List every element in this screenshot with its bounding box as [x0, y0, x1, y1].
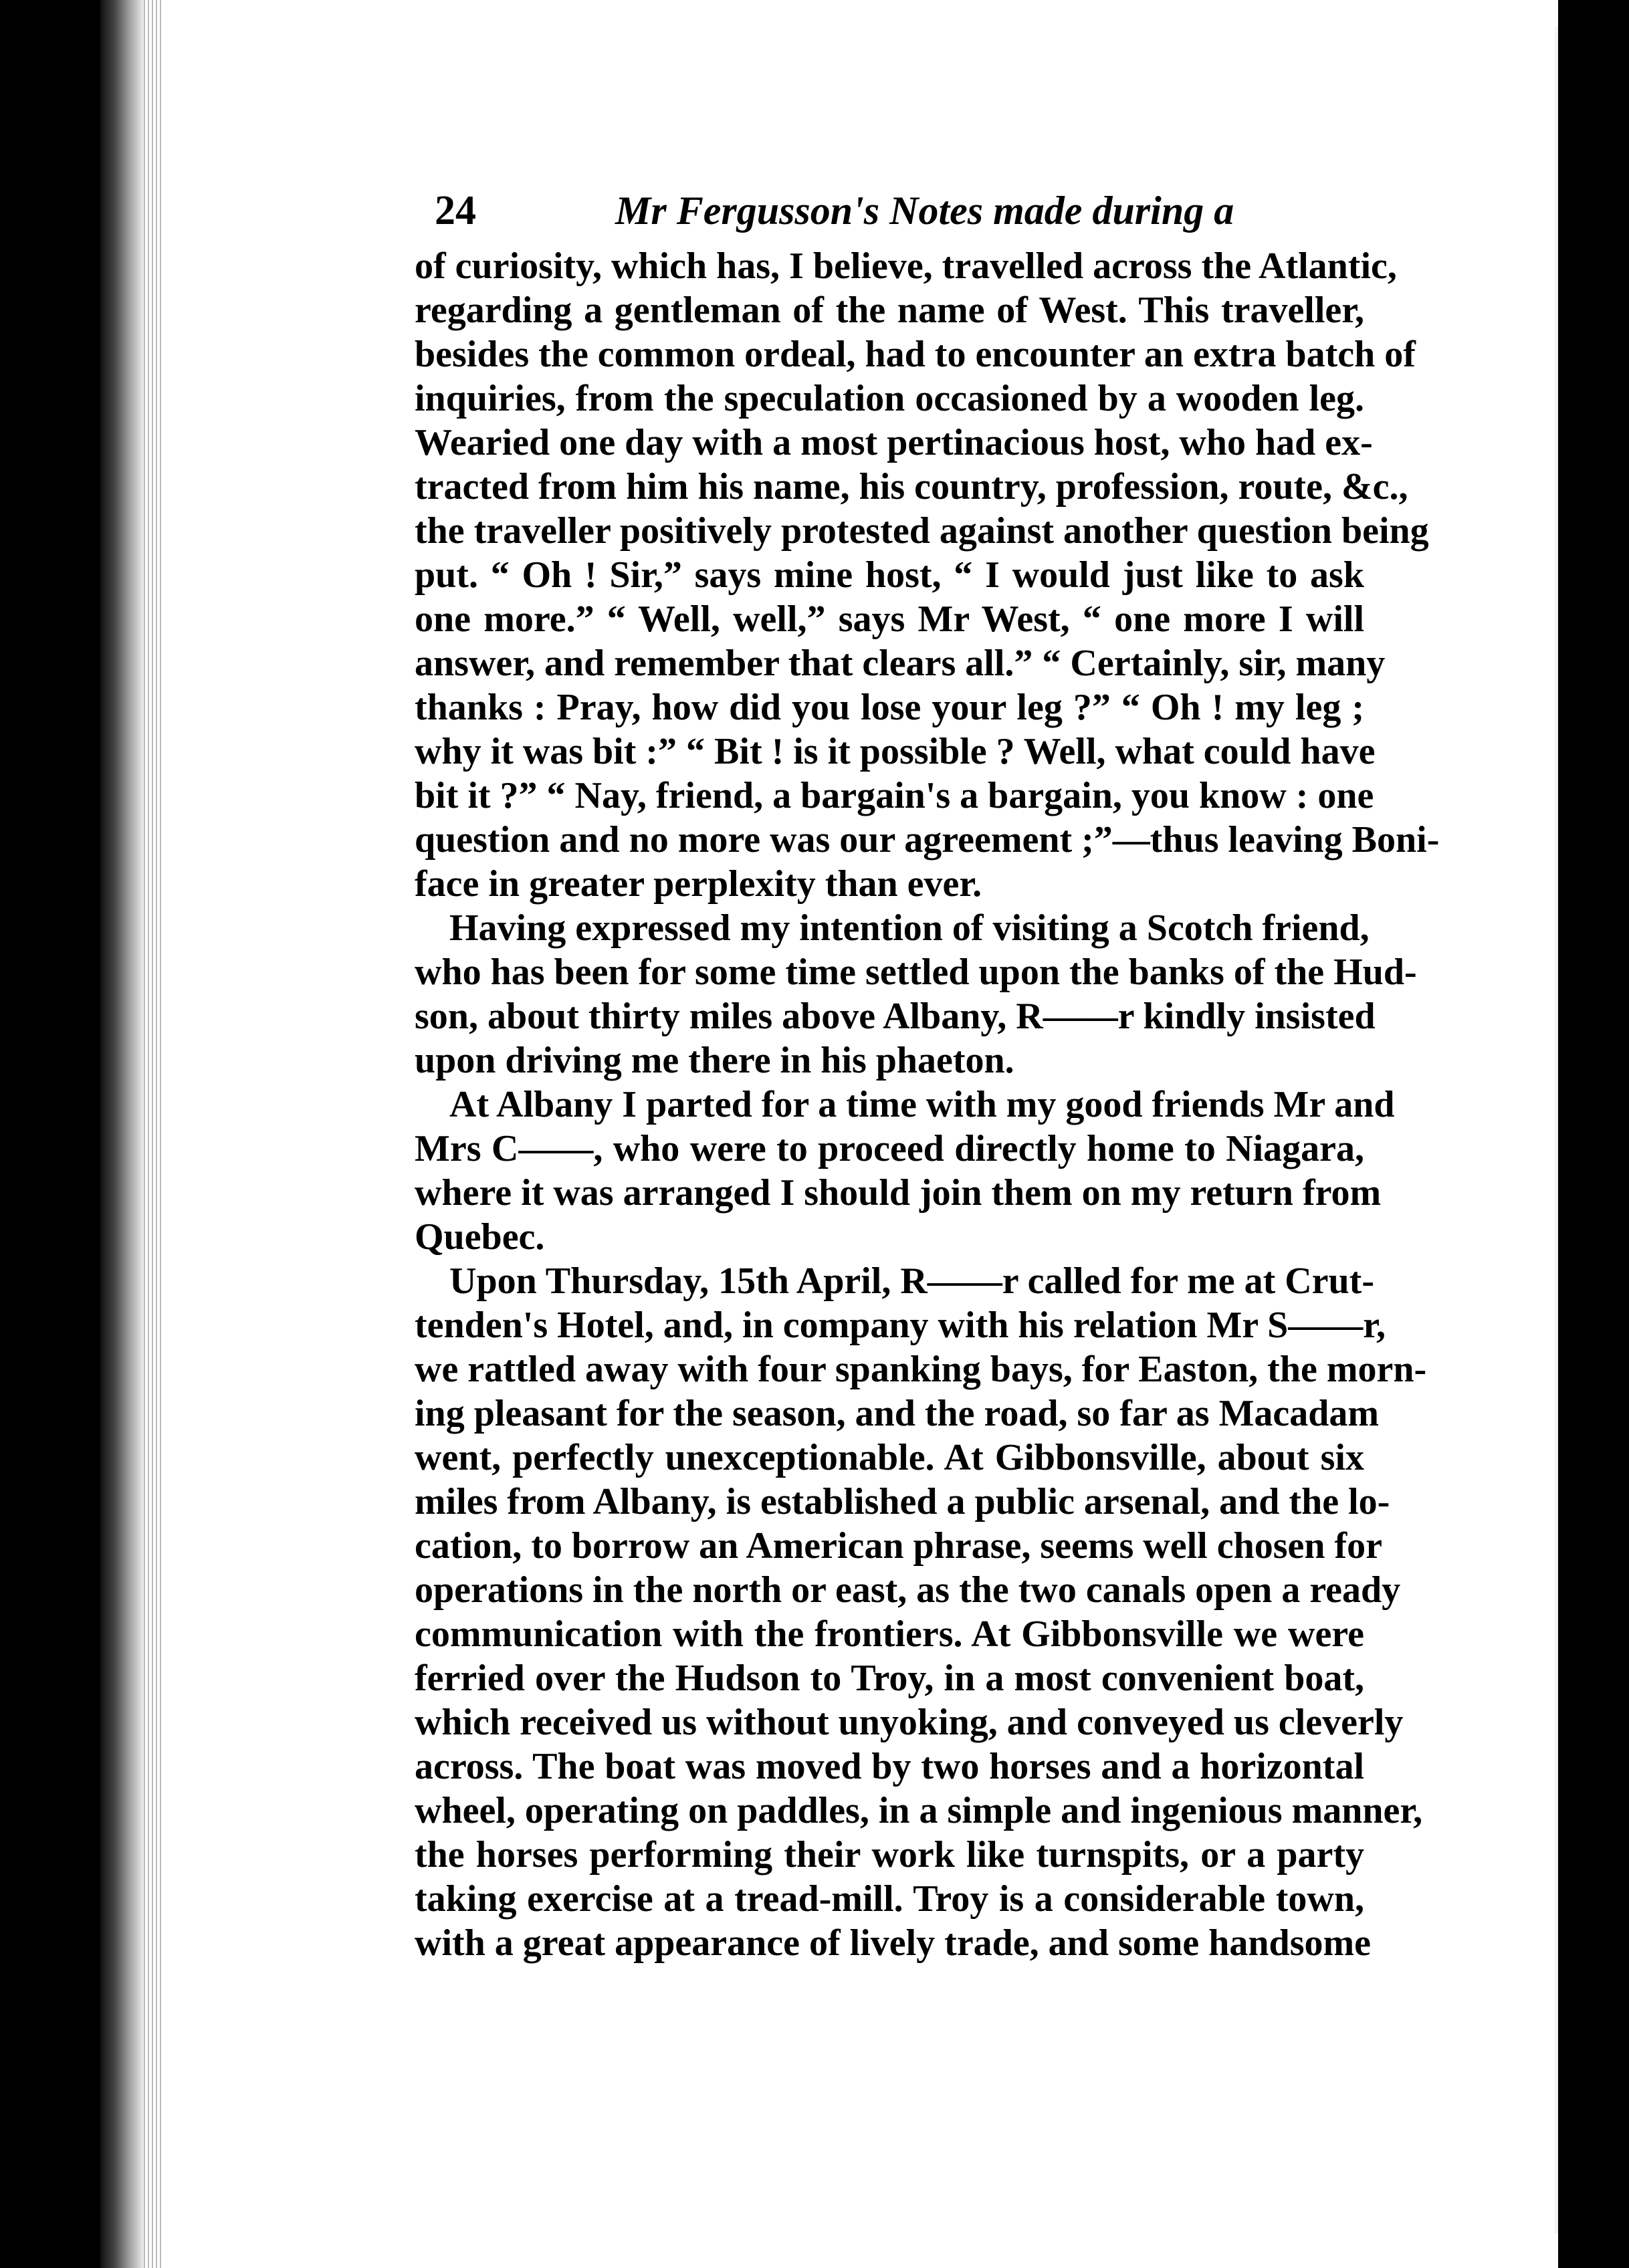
- scan-border-right: [1558, 0, 1629, 2268]
- running-head: Mr Fergusson's Notes made during a: [615, 189, 1234, 233]
- text-line: At Albany I parted for a time with my good friends Mr and: [449, 1084, 1395, 1125]
- page-gutter-shadow: [100, 0, 147, 2268]
- text-line: we rattled away with four spanking bays, for Easton, the morn-: [415, 1349, 1427, 1390]
- text-line: of curiosity, which has, I believe, travelled across the Atlantic,: [415, 245, 1397, 287]
- scan-border-left: [0, 0, 100, 2268]
- text-line: Having expressed my intention of visiting a Scotch friend,: [449, 907, 1370, 949]
- text-line: one more.” “ Well, well,” says Mr West, “ one more I will: [415, 598, 1364, 640]
- text-line: communication with the frontiers. At Gibbonsville we were: [415, 1613, 1364, 1655]
- text-line: Quebec.: [415, 1216, 545, 1258]
- text-line: put. “ Oh ! Sir,” says mine host, “ I would just like to ask: [415, 554, 1364, 596]
- text-line: inquiries, from the speculation occasioned by a wooden leg.: [415, 378, 1364, 419]
- page-header: [435, 181, 1384, 241]
- page-number: 24: [435, 188, 476, 233]
- text-line: answer, and remember that clears all.” “ Certainly, sir, many: [415, 643, 1386, 684]
- text-line: miles from Albany, is established a public arsenal, and the lo-: [415, 1481, 1390, 1522]
- text-line: went, perfectly unexceptionable. At Gibbonsville, about six: [415, 1437, 1364, 1478]
- text-line: across. The boat was moved by two horses and a horizontal: [415, 1746, 1364, 1787]
- text-line: Mrs C——, who were to proceed directly home to Niagara,: [415, 1128, 1364, 1169]
- text-line: regarding a gentleman of the name of West. This traveller,: [415, 290, 1364, 331]
- text-line: taking exercise at a tread-mill. Troy is a considerable town,: [415, 1878, 1364, 1920]
- text-line: where it was arranged I should join them on my return from: [415, 1172, 1382, 1214]
- text-line: which received us without unyoking, and conveyed us cleverly: [415, 1702, 1404, 1743]
- text-line: who has been for some time settled upon the banks of the Hud-: [415, 951, 1417, 993]
- text-line: wheel, operating on paddles, in a simple and ingenious manner,: [415, 1790, 1423, 1831]
- text-line: bit it ?” “ Nay, friend, a bargain's a bargain, you know : one: [415, 775, 1374, 816]
- text-line: son, about thirty miles above Albany, R——r kindly insisted: [415, 996, 1376, 1037]
- text-line: ing pleasant for the season, and the road, so far as Macadam: [415, 1393, 1380, 1434]
- text-line: besides the common ordeal, had to encounter an extra batch of: [415, 334, 1416, 375]
- text-line: tenden's Hotel, and, in company with his relation Mr S——r,: [415, 1305, 1386, 1346]
- text-line: face in greater perplexity than ever.: [415, 863, 982, 905]
- text-line: the horses performing their work like turnspits, or a party: [415, 1834, 1364, 1876]
- text-line: ferried over the Hudson to Troy, in a most convenient boat,: [415, 1658, 1364, 1699]
- text-line: operations in the north or east, as the two canals open a ready: [415, 1569, 1401, 1611]
- text-line: tracted from him his name, his country, profession, route, &c.,: [415, 466, 1408, 507]
- text-line: the traveller positively protested against another question being: [415, 510, 1429, 552]
- page-stack-edges: [144, 0, 164, 2268]
- text-line: why it was bit :” “ Bit ! is it possible ? Well, what could have: [415, 731, 1376, 772]
- text-line: cation, to borrow an American phrase, seems well chosen for: [415, 1525, 1383, 1567]
- body-text: [415, 244, 1440, 1965]
- text-line: question and no more was our agreement ;”—thus leaving Boni-: [415, 819, 1440, 861]
- text-line: with a great appearance of lively trade, and some handsome: [415, 1922, 1371, 1964]
- text-line: Wearied one day with a most pertinacious host, who had ex-: [415, 422, 1373, 463]
- text-line: Upon Thursday, 15th April, R——r called for me at Crut-: [449, 1260, 1374, 1302]
- text-line: thanks : Pray, how did you lose your leg ?” “ Oh ! my leg ;: [415, 687, 1364, 728]
- text-line: upon driving me there in his phaeton.: [415, 1040, 1014, 1081]
